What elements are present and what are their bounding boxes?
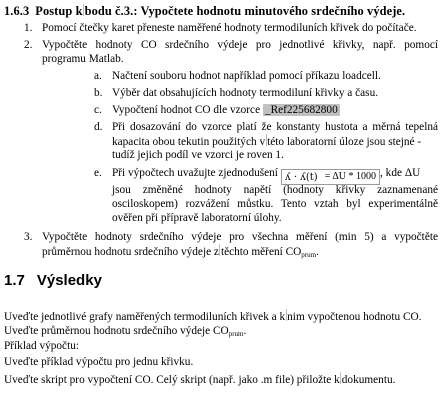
results-paragraph-4: Uveďte příklad výpočtu pro jednu křivku. bbox=[4, 356, 194, 368]
section-heading-1-6-3 bbox=[4, 4, 438, 19]
substep-a-text: Načtení souboru hodnot například pomocí příkazu loadcell. bbox=[112, 70, 381, 82]
results-p5-a: Uveďte skript pro vypočtení CO. Celý skript (např. jako .m file) přiložte k bbox=[4, 374, 340, 386]
section17-title: Výsledky bbox=[36, 272, 102, 289]
step-1-text: Pomocí čtečky karet přeneste naměřené hodnoty termodiluních křivek do počítače. bbox=[42, 22, 417, 34]
results-p5-b: dokumentu. bbox=[341, 374, 396, 386]
formula-rhs: = ΔU * 1000 bbox=[324, 171, 377, 182]
substep-d-line2 bbox=[112, 134, 438, 149]
substep-d-letter: d. bbox=[94, 121, 103, 133]
substep-b-letter: b. bbox=[94, 87, 103, 99]
step-1-number: 1. bbox=[24, 22, 33, 34]
substep-e-line3: osciloskopem) rozvážení můstku. Tento vztah byl experimentálně bbox=[112, 198, 438, 210]
step-3-line2-end: . bbox=[316, 246, 319, 258]
substep-d-line2-b: této laboratorní úloze jsou stejné - bbox=[267, 136, 422, 148]
substep-a-letter: a. bbox=[94, 70, 102, 82]
section-title-part2: bodu č.3.: Vypočtete hodnotu minutového srdečního výdeje. bbox=[84, 4, 406, 18]
substep-b-text: Výběr dat obsahujících hodnoty termodiluní křivky a času. bbox=[112, 87, 379, 99]
formula-lhs-icon bbox=[285, 170, 325, 182]
substep-c-text: Vypočtení hodnot CO dle vzorce bbox=[112, 104, 261, 116]
substep-e-line2: jsou změněné hodnoty napětí (hodnoty křivky zaznamenané bbox=[112, 184, 438, 196]
substep-d-line2-a: kapacita obou tekutin použitých v bbox=[112, 136, 266, 148]
substep-e-line1-b: , kde ΔU bbox=[380, 167, 421, 179]
step-3-line1: Vypočtěte hodnoty srdečního výdeje pro všechna měření (min 5) a vypočtěte bbox=[42, 231, 438, 243]
step-2-number: 2. bbox=[24, 39, 33, 51]
substep-e-line4: ověřen při přípravě laboratorní úlohy. bbox=[112, 212, 282, 224]
step-3-line2-b: těchto měření CO bbox=[220, 246, 302, 258]
step-3-line2 bbox=[42, 244, 319, 262]
results-paragraph-3: Příklad výpočtu: bbox=[4, 340, 79, 352]
substep-d-line3: tudíž jejich podíl ve vzorci je roven 1. bbox=[112, 149, 284, 161]
substep-d-line1: Při dosazování do vzorce platí že konstanty hustota a měrná tepelná bbox=[112, 121, 438, 133]
step-3-number: 3. bbox=[24, 231, 33, 243]
step-2-line2: programu Matlab. bbox=[42, 53, 124, 65]
substep-c-line bbox=[112, 103, 340, 117]
step-2-line1: Vypočtěte hodnoty CO srdečního výdeje pro jednotlivé křivky, např. pomocí bbox=[42, 39, 438, 51]
substep-e-line1-a: Při výpočtech uvažujte zjednodušení bbox=[112, 167, 278, 179]
section-title-part1: Postup k bbox=[35, 4, 83, 18]
section17-number: 1.7 bbox=[4, 272, 25, 289]
cross-reference-field[interactable]: _Ref225682800 bbox=[264, 104, 338, 116]
results-p1-a: Uveďte jednotlivé grafy naměřených termodiluních křivek a k bbox=[4, 311, 286, 323]
results-p2-end: . bbox=[243, 325, 247, 337]
subscript-prum: prum bbox=[228, 330, 244, 338]
results-p1-b: nim vypočtenou hodnotu CO. bbox=[287, 311, 422, 323]
subscript-prum: prum bbox=[301, 251, 317, 259]
section-number: 1.6.3 bbox=[4, 4, 30, 18]
results-paragraph-5 bbox=[4, 372, 395, 387]
results-p2-a: Uveďte průměrnou hodnotu srdečního výdeje CO bbox=[4, 325, 229, 337]
substep-e-letter: e. bbox=[94, 167, 102, 179]
svg-text:ʎ · ʎ(t): ʎ · ʎ(t) bbox=[284, 172, 318, 182]
substep-c-letter: c. bbox=[94, 104, 102, 116]
section-heading-1-7 bbox=[4, 272, 102, 290]
step-3-line2-a: průměrnou hodnotu srdečního výdeje z bbox=[42, 246, 219, 258]
results-paragraph-1 bbox=[4, 309, 421, 324]
